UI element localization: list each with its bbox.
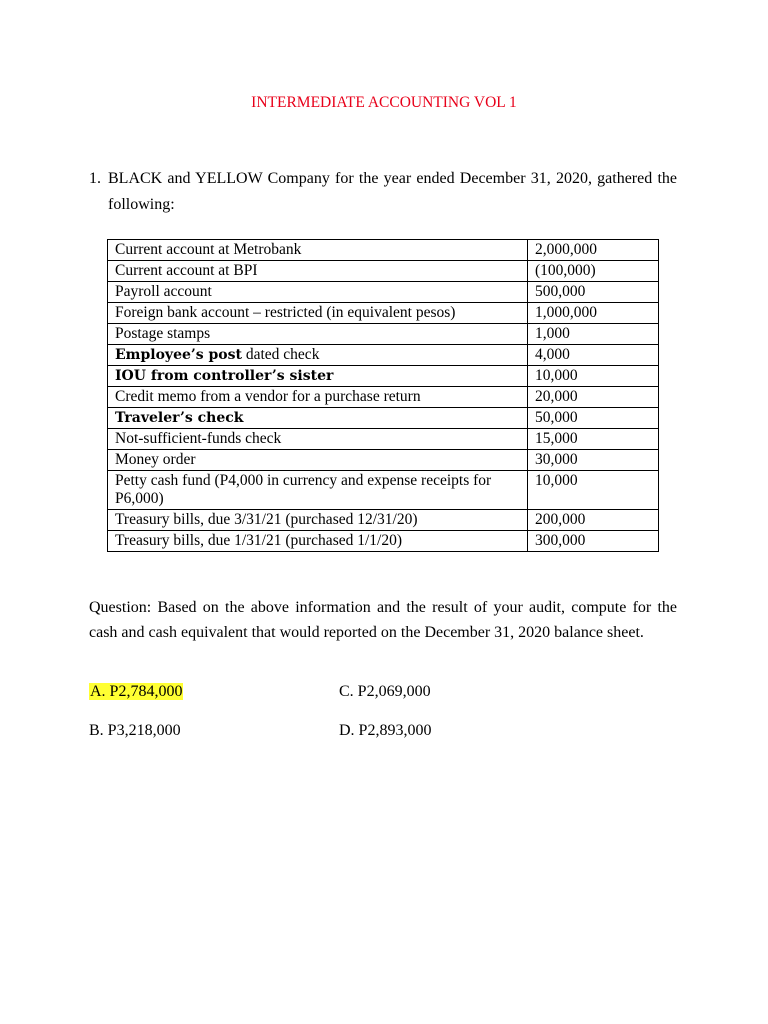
- choice-b-label: B. P3,218,000: [89, 722, 181, 739]
- item-description: [108, 324, 528, 345]
- table-row: [108, 240, 659, 261]
- item-amount: 20,000: [528, 387, 659, 408]
- choice-d-label: D. P2,893,000: [339, 722, 432, 739]
- table-row: [108, 429, 659, 450]
- choice-c-label: C. P2,069,000: [339, 683, 431, 700]
- item-amount: 1,000: [528, 324, 659, 345]
- item-amount: 10,000: [528, 366, 659, 387]
- item-description: [108, 531, 528, 552]
- item-description-bold: Employee’s post: [115, 347, 242, 363]
- item-description: [108, 450, 528, 471]
- item-description-text: Current account at BPI: [115, 262, 258, 279]
- table-row: [108, 531, 659, 552]
- item-description-text: Treasury bills, due 3/31/21 (purchased 12/31/20): [115, 511, 418, 528]
- table-row: [108, 387, 659, 408]
- item-description: [108, 345, 528, 366]
- choice-b[interactable]: [89, 721, 181, 741]
- item-amount: 500,000: [528, 282, 659, 303]
- item-description: [108, 387, 528, 408]
- item-amount: 200,000: [528, 510, 659, 531]
- table-row: [108, 303, 659, 324]
- item-description: [108, 408, 528, 429]
- item-amount: 30,000: [528, 450, 659, 471]
- choice-c[interactable]: [339, 682, 431, 702]
- item-description-text: Treasury bills, due 1/31/21 (purchased 1/1/20): [115, 532, 402, 549]
- item-description-bold: Traveler’s check: [115, 410, 244, 426]
- item-description-bold: IOU from controller’s sister: [115, 368, 334, 384]
- table-row: [108, 366, 659, 387]
- item-amount: 4,000: [528, 345, 659, 366]
- item-description-text: Not-sufficient-funds check: [115, 430, 282, 447]
- item-amount: 10,000: [528, 471, 659, 510]
- items-table: [107, 239, 659, 552]
- item-amount: 15,000: [528, 429, 659, 450]
- item-description: [108, 366, 528, 387]
- table-row: [108, 345, 659, 366]
- item-amount: 50,000: [528, 408, 659, 429]
- item-description-text: Foreign bank account – restricted (in equivalent pesos): [115, 304, 456, 321]
- item-description-text: Credit memo from a vendor for a purchase return: [115, 388, 421, 405]
- item-amount: 2,000,000: [528, 240, 659, 261]
- item-description-text: Payroll account: [115, 283, 212, 300]
- item-description: [108, 282, 528, 303]
- choice-a[interactable]: [89, 682, 183, 702]
- item-description-text: Petty cash fund (P4,000 in currency and expense receipts for P6,000): [115, 472, 492, 507]
- item-description-text: Money order: [115, 451, 196, 468]
- choice-a-label: A. P2,784,000: [90, 683, 183, 700]
- item-description: [108, 261, 528, 282]
- table-row: [108, 510, 659, 531]
- question-prompt: Question: Based on the above information and the result of your audit, compute for the cash and cash equivalent that would reported on the December 31, 2020 balance sheet.: [89, 599, 677, 641]
- item-amount: 300,000: [528, 531, 659, 552]
- question-text: BLACK and YELLOW Company for the year ended December 31, 2020, gathered the following:: [108, 170, 677, 213]
- item-description-text: Current account at Metrobank: [115, 241, 302, 258]
- table-row: [108, 408, 659, 429]
- item-amount: 1,000,000: [528, 303, 659, 324]
- item-description-text: dated check: [241, 346, 320, 363]
- table-row: [108, 282, 659, 303]
- item-description-text: Postage stamps: [115, 325, 211, 342]
- item-description: [108, 510, 528, 531]
- question-block: [89, 166, 677, 218]
- table-row: [108, 450, 659, 471]
- table-row: [108, 324, 659, 345]
- choice-d[interactable]: [339, 721, 431, 741]
- item-description: [108, 240, 528, 261]
- table-row: [108, 261, 659, 282]
- item-description: [108, 303, 528, 324]
- item-description: [108, 429, 528, 450]
- table-row: [108, 471, 659, 510]
- question-number: 1.: [89, 170, 101, 187]
- item-description: [108, 471, 528, 510]
- item-amount: (100,000): [528, 261, 659, 282]
- page-title: INTERMEDIATE ACCOUNTING VOL 1: [251, 94, 517, 111]
